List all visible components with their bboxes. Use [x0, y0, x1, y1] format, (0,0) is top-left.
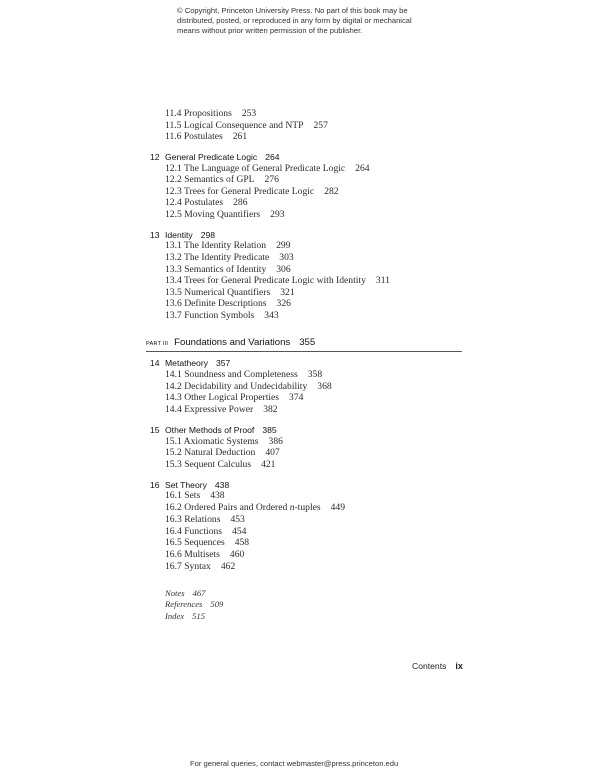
toc-entry[interactable] [165, 561, 235, 572]
toc-entry-title: 14.2 Decidability and Undecidability [165, 381, 308, 392]
toc-entry-page: 293 [270, 209, 285, 220]
chapter-heading[interactable] [150, 358, 230, 368]
chapter-number: 13 [150, 230, 160, 240]
toc-entry-title-pre: 16.2 Ordered Pairs and Ordered [165, 502, 290, 513]
chapter-title: Set Theory [165, 480, 207, 490]
toc-entry[interactable] [165, 186, 339, 197]
toc-entry-page: 374 [289, 392, 304, 403]
toc-entry-title: 13.3 Semantics of Identity [165, 264, 267, 275]
toc-entry-page: 462 [220, 561, 236, 572]
toc-entry-title: 13.6 Definite Descriptions [165, 298, 267, 309]
toc-entry-title: 11.6 Postulates [165, 131, 223, 142]
back-matter-entry[interactable] [165, 588, 205, 598]
chapter-title: Other Methods of Proof [165, 425, 255, 435]
toc-entry-title: 15.2 Natural Deduction [165, 447, 256, 458]
back-matter-title: References [165, 599, 203, 609]
toc-entry[interactable] [165, 174, 279, 185]
toc-entry-page: 382 [263, 404, 278, 415]
toc-entry-page: 306 [276, 264, 291, 275]
toc-entry[interactable] [165, 310, 279, 321]
chapter-title: Metatheory [165, 358, 208, 368]
toc-entry[interactable] [165, 392, 303, 403]
toc-entry-page: 261 [232, 131, 248, 142]
toc-entry-title-italic: n [289, 502, 295, 513]
toc-entry-title: 12.2 Semantics of GPL [165, 174, 255, 185]
part-page: 355 [299, 337, 316, 348]
toc-entry[interactable] [165, 252, 294, 263]
toc-entry-page: 253 [241, 108, 257, 119]
toc-entry-title-post: -tuples [294, 502, 321, 513]
toc-entry-title: 16.6 Multisets [165, 549, 220, 560]
chapter-page: 438 [214, 480, 230, 490]
toc-entry-page: 303 [279, 252, 294, 263]
toc-entry-title: 12.1 The Language of General Predicate Logic [165, 163, 346, 174]
toc-entry-title: 14.3 Other Logical Properties [165, 392, 280, 403]
toc-entry-page: 453 [230, 514, 245, 525]
toc-entry-title: 16.7 Syntax [165, 561, 211, 572]
part-title: Foundations and Variations [174, 337, 291, 348]
back-matter-page: 509 [210, 599, 224, 609]
toc-entry[interactable] [165, 264, 291, 275]
toc-entry-title: 14.1 Soundness and Completeness [165, 369, 298, 380]
part-label: PART III [146, 341, 169, 347]
toc-entry-title: 11.5 Logical Consequence and NTP [165, 120, 304, 131]
toc-entry-title [165, 502, 321, 513]
toc-entry-page: 282 [324, 186, 339, 197]
toc-entry[interactable] [165, 436, 283, 447]
toc-entry-page: 358 [307, 369, 323, 380]
toc-entry-page: 368 [317, 381, 332, 392]
chapter-page: 385 [262, 425, 277, 435]
toc-entry-title: 12.3 Trees for General Predicate Logic [165, 186, 315, 197]
toc-entry[interactable] [165, 120, 328, 131]
back-matter-title: Index [165, 611, 185, 621]
chapter-number: 15 [150, 425, 160, 435]
toc-entry-page: 321 [280, 287, 295, 298]
chapter-title: General Predicate Logic [165, 152, 258, 162]
toc-entry-title: 13.5 Numerical Quantifiers [165, 287, 271, 298]
page-folio: ix [455, 661, 463, 671]
toc-entry-page: 458 [234, 537, 250, 548]
chapter-title: Identity [165, 230, 193, 240]
copyright-line: distributed, posted, or reproduced in any form by digital or mechanical [177, 16, 412, 25]
toc-entry[interactable] [165, 275, 390, 286]
toc-entry-page: 407 [265, 447, 280, 458]
toc-entry-page: 299 [276, 240, 291, 251]
toc-entry[interactable] [165, 526, 246, 537]
chapter-heading[interactable] [150, 425, 277, 435]
back-matter-entry[interactable] [165, 599, 223, 609]
toc-entry-page: 386 [268, 436, 283, 447]
chapter-heading[interactable] [150, 152, 280, 162]
toc-entry-page: 257 [313, 120, 328, 131]
toc-entry-title: 11.4 Propositions [165, 108, 232, 119]
contact-line: For general queries, contact webmaster@press.princeton.edu [190, 759, 399, 768]
toc-entry[interactable] [165, 447, 280, 458]
toc-entry[interactable] [165, 459, 275, 470]
toc-entry[interactable] [165, 514, 245, 525]
toc-entry-title: 12.4 Postulates [165, 197, 224, 208]
toc-entry-title: 13.4 Trees for General Predicate Logic with Identity [165, 275, 366, 286]
toc-entry-title: 16.3 Relations [165, 514, 221, 525]
chapter-page: 298 [200, 230, 216, 240]
part-heading[interactable] [146, 337, 315, 348]
chapter-heading[interactable] [150, 230, 215, 240]
copyright-line: © Copyright, Princeton University Press. No part of this book may be [177, 6, 408, 15]
running-footer-label: Contents [412, 661, 447, 671]
toc-entry-page: 264 [355, 163, 370, 174]
toc-entry-title: 16.5 Sequences [165, 537, 225, 548]
chapter-number: 16 [150, 480, 160, 490]
toc-entry-title: 13.2 The Identity Predicate [165, 252, 270, 263]
chapter-page: 264 [265, 152, 280, 162]
back-matter-page: 515 [192, 611, 205, 621]
toc-entry-page: 276 [264, 174, 279, 185]
toc-entry-title: 15.3 Sequent Calculus [165, 459, 252, 470]
toc-entry-page: 460 [229, 549, 245, 560]
toc-entry-page: 449 [330, 502, 345, 513]
toc-entry-page: 311 [375, 275, 390, 286]
toc-entry[interactable] [165, 209, 285, 220]
part-divider [146, 351, 462, 352]
toc-entry-title: 15.1 Axiomatic Systems [165, 436, 259, 447]
toc-entry-page: 326 [276, 298, 291, 309]
toc-entry-page: 438 [210, 490, 225, 501]
toc-entry[interactable] [165, 381, 332, 392]
toc-entry[interactable] [165, 490, 225, 501]
toc-entry-title: 14.4 Expressive Power [165, 404, 254, 415]
toc-entry[interactable] [165, 502, 345, 513]
chapter-heading[interactable] [150, 480, 229, 490]
toc-entry[interactable] [165, 163, 370, 174]
toc-entry-title: 16.4 Functions [165, 526, 223, 537]
toc-entry-title: 13.7 Function Symbols [165, 310, 255, 321]
toc-entry-page: 343 [264, 310, 279, 321]
toc-entry[interactable] [165, 287, 295, 298]
toc-entry-page: 454 [232, 526, 247, 537]
chapter-page: 357 [216, 358, 231, 368]
toc-entry[interactable] [165, 298, 291, 309]
toc-entry-page: 286 [233, 197, 248, 208]
copyright-line: means without prior written permission of the publisher. [177, 26, 363, 35]
toc-entry[interactable] [165, 197, 248, 208]
back-matter-page: 467 [192, 588, 206, 598]
toc-entry-title: 13.1 The Identity Relation [165, 240, 267, 251]
back-matter-title: Notes [165, 588, 185, 598]
back-matter-entry[interactable] [165, 611, 205, 621]
toc-entry-title: 12.5 Moving Quantifiers [165, 209, 261, 220]
toc-entry-page: 421 [261, 459, 276, 470]
chapter-number: 14 [150, 358, 160, 368]
running-footer [412, 661, 463, 671]
toc-entry[interactable] [165, 404, 278, 415]
toc-entry[interactable] [165, 369, 322, 380]
toc-entry[interactable] [165, 131, 247, 142]
toc-entry[interactable] [165, 108, 256, 119]
chapter-number: 12 [150, 152, 160, 162]
toc-entry[interactable] [165, 240, 290, 251]
toc-entry[interactable] [165, 537, 249, 548]
toc-entry-title: 16.1 Sets [165, 490, 201, 501]
toc-entry[interactable] [165, 549, 244, 560]
